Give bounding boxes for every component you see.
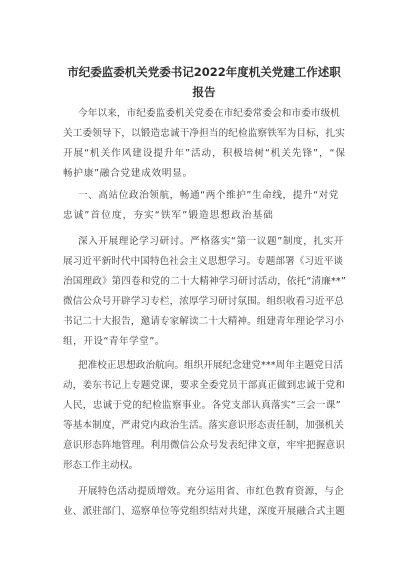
body-line-14: 动，姜东书记上专题党课，要求全委党员干部真正做到忠诚于党和 — [63, 380, 345, 391]
body-line-17: 意识形态阵地管理。利用微信公众号发表纪律文章，牢牢把握意识 — [63, 440, 345, 451]
body-line-8: 展习近平新时代中国特色社会主义思想学习。专题部署《习近平谈 — [63, 256, 343, 267]
body-line-12: 组，开设“青年学堂”。 — [63, 336, 165, 347]
document-title-line-1: 市纪委监委机关党委书记2022年度机关党建工作述职 — [67, 65, 341, 79]
body-line-16: 等基本制度，严肃党内政治生活。落实意识形态责任制，加强机关 — [63, 420, 344, 431]
body-line-6: 忠诚”首位度，夯实“铁军”锻造思想政治基础 — [63, 210, 274, 221]
document-title-line-2: 报告 — [192, 85, 216, 99]
body-line-18: 形态工作主动权。 — [63, 460, 138, 471]
body-line-11: 书记二十大报告，邀请专家解读二十大精神。组建青年理论学习小 — [63, 316, 344, 327]
body-line-9: 治国理政》第四卷和党的二十大精神学习研讨活动，依托“清廉**” — [63, 276, 346, 287]
body-line-15: 人民，忠诚于党的纪检监察事业。各党支部认真落实“三会一课” — [63, 400, 341, 411]
body-line-10: 微信公众号开辟学习专栏，浓厚学习研讨氛围。组织收看习近平总 — [63, 296, 344, 307]
body-line-4: 畅护康”融合党建成效明显。 — [63, 168, 193, 179]
body-line-1: 今年以来，市纪委监委机关党委在市纪委常委会和市委市级机 — [78, 108, 340, 119]
body-line-2: 关工委领导下，以锻造忠诚干净担当的纪检监察铁军为目标，扎实 — [63, 128, 345, 139]
body-line-5: 一、高站位政治领航，畅通“两个维护”生命线，提升“对党 — [78, 190, 339, 201]
body-line-3: 开展“机关作风建设提升年”活动，积极培树“机关先锋”，“保 — [63, 148, 346, 159]
body-line-20: 业、派驻部门、巡察单位等党组织结对共建，深度开展融合式主题 — [63, 506, 345, 517]
body-line-7: 深入开展理论学习研讨。严格落实“第一议题”制度，扎实开 — [78, 236, 344, 247]
body-line-13: 把准校正思想政治航向。组织开展纪念建党***周年主题党日活 — [78, 360, 343, 371]
body-line-19: 开展特色活动提质增效。充分运用省、市红色教育资源，与企 — [78, 486, 344, 497]
